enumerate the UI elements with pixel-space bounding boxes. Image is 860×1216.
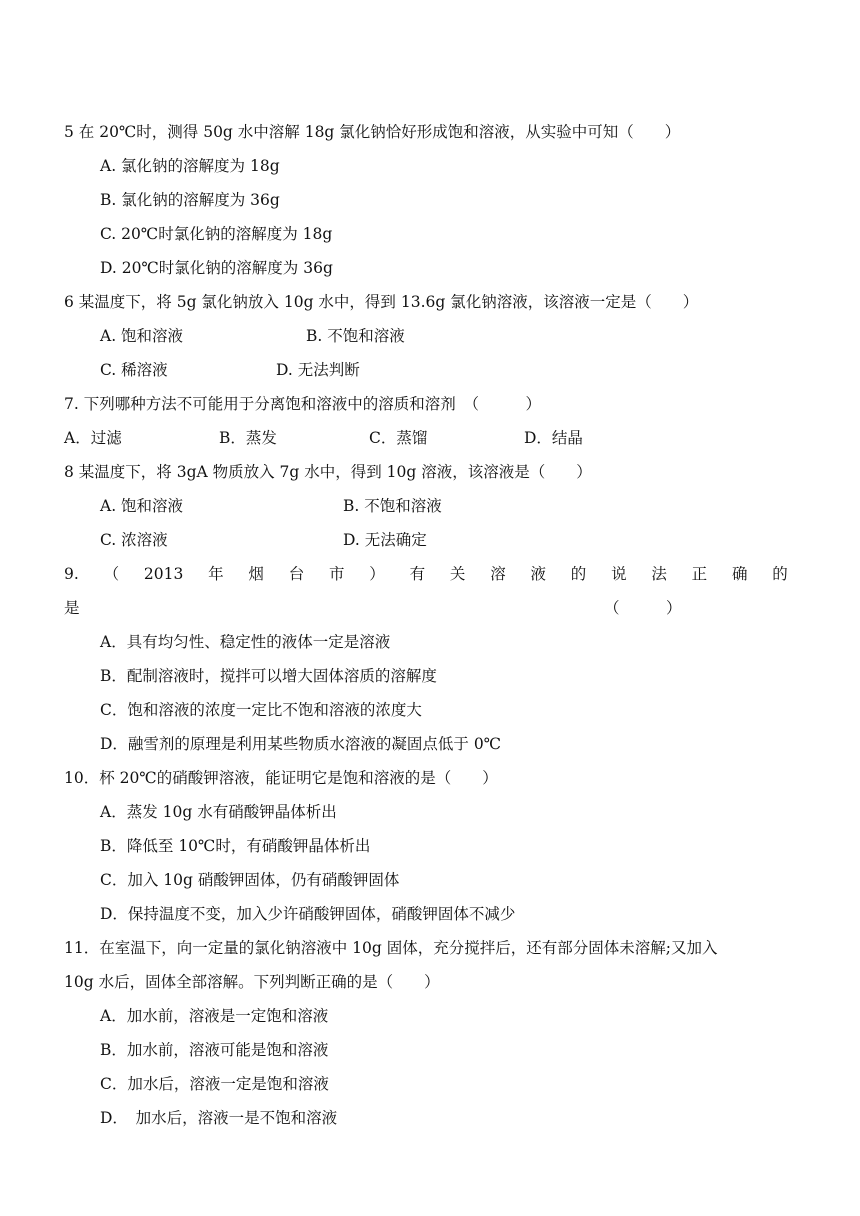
stem-token: 烟 <box>248 565 264 583</box>
question-5-option-b: B. 氯化钠的溶解度为 36g <box>100 191 280 209</box>
question-10-option-d: D．保持温度不变，加入少许硝酸钾固体，硝酸钾固体不减少 <box>100 905 516 923</box>
question-5-option-c: C. 20℃时氯化钠的溶解度为 18g <box>100 225 333 243</box>
question-9-option-b: B．配制溶液时，搅拌可以增大固体溶质的溶解度 <box>100 667 437 685</box>
stem-token: 溶 <box>490 565 506 583</box>
question-7-stem: 7. 下列哪种方法不可能用于分离饱和溶液中的溶质和溶剂 （ ） <box>64 395 541 413</box>
stem-token: 正 <box>691 565 708 583</box>
stem-token: 9. <box>64 565 79 583</box>
question-7-option-d: D．结晶 <box>524 429 583 447</box>
question-8-option-c: C. 浓溶液 <box>100 531 168 549</box>
question-7-option-b: B．蒸发 <box>219 429 277 447</box>
question-10-option-b: B．降低至 10℃时，有硝酸钾晶体析出 <box>100 837 371 855</box>
stem-token: 的 <box>570 565 587 583</box>
question-9-option-c: C．饱和溶液的浓度一定比不饱和溶液的浓度大 <box>100 701 422 719</box>
question-11-option-c: C．加水后，溶液一定是饱和溶液 <box>100 1075 329 1093</box>
question-5-stem: 5 在 20℃时，测得 50g 水中溶解 18g 氯化钠恰好形成饱和溶液，从实验中可知（ ） <box>64 123 681 141</box>
stem-token: 年 <box>208 565 224 583</box>
stem-token: ） <box>369 565 385 583</box>
answer-paren: （ ） <box>604 599 682 617</box>
question-8-option-b: B. 不饱和溶液 <box>343 497 442 515</box>
question-5-option-a: A. 氯化钠的溶解度为 18g <box>100 157 280 175</box>
question-11-option-d: D． 加水后，溶液一是不饱和溶液 <box>100 1109 338 1127</box>
question-6-option-d: D. 无法判断 <box>276 361 360 379</box>
question-11-option-a: A．加水前，溶液是一定饱和溶液 <box>100 1007 329 1025</box>
stem-token: 液 <box>530 565 546 583</box>
question-6-option-c: C. 稀溶液 <box>100 361 168 379</box>
stem-token: 有 <box>409 565 426 583</box>
question-7-option-a: A．过滤 <box>64 429 122 447</box>
question-7-option-c: C．蒸馏 <box>369 429 428 447</box>
question-11-stem-line1: 11．在室温下，向一定量的氯化钠溶液中 10g 固体，充分搅拌后，还有部分固体未溶解;又加入 <box>64 939 718 957</box>
question-11-stem-line2: 10g 水后，固体全部溶解。下列判断正确的是（ ） <box>64 973 440 991</box>
stem-token: 台 <box>288 565 305 583</box>
question-10-stem: 10．杯 20℃的硝酸钾溶液，能证明它是饱和溶液的是（ ） <box>64 769 498 787</box>
question-9-option-d: D．融雪剂的原理是利用某些物质水溶液的凝固点低于 0℃ <box>100 735 502 753</box>
stem-token: 的 <box>772 565 788 583</box>
question-9-option-a: A．具有均匀性、稳定性的液体一定是溶液 <box>100 633 391 651</box>
stem-token: 市 <box>329 565 345 583</box>
question-8-option-a: A. 饱和溶液 <box>100 497 184 515</box>
question-5-option-d: D. 20℃时氯化钠的溶解度为 36g <box>100 259 333 277</box>
question-9-stem <box>64 564 788 584</box>
question-11-option-b: B．加水前，溶液可能是饱和溶液 <box>100 1041 329 1059</box>
question-6-option-a: A. 饱和溶液 <box>100 327 184 345</box>
question-8-option-d: D. 无法确定 <box>343 531 427 549</box>
question-9-stem-line2: 是 <box>64 599 80 617</box>
question-10-option-c: C．加入 10g 硝酸钾固体，仍有硝酸钾固体 <box>100 871 400 889</box>
question-8-stem: 8 某温度下，将 3gA 物质放入 7g 水中，得到 10g 溶液，该溶液是（ ） <box>64 463 592 481</box>
stem-token: 确 <box>731 565 748 583</box>
stem-token: 说 <box>611 565 627 583</box>
stem-token: 2013 <box>143 565 184 583</box>
stem-token: （ <box>103 565 120 583</box>
question-6-option-b: B. 不饱和溶液 <box>306 327 405 345</box>
question-10-option-a: A．蒸发 10g 水有硝酸钾晶体析出 <box>100 803 337 821</box>
stem-token: 关 <box>449 565 466 583</box>
question-6-stem: 6 某温度下，将 5g 氯化钠放入 10g 水中，得到 13.6g 氯化钠溶液，该溶液一定是（ ） <box>64 293 699 311</box>
stem-token: 法 <box>651 565 667 583</box>
